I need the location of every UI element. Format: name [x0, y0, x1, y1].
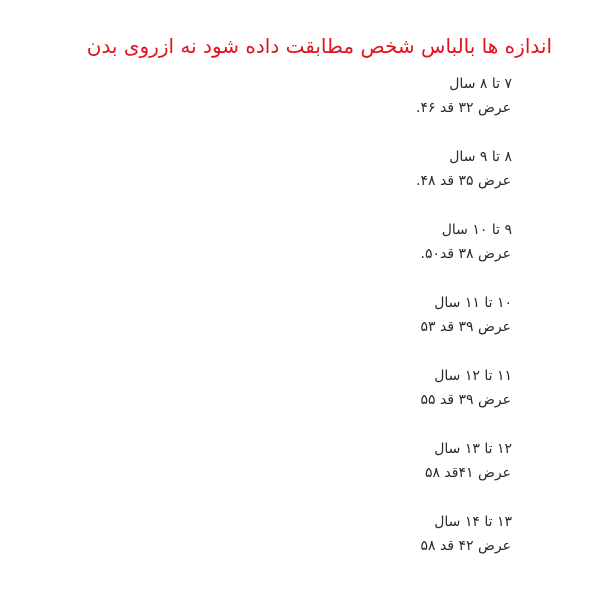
size-entry	[192, 72, 512, 145]
age-range: ۸ تا ۹ سال	[449, 149, 512, 165]
size-dimensions: عرض ۳۹ قد ۵۳	[420, 319, 511, 335]
age-range: ۱۱ تا ۱۲ سال	[434, 368, 512, 384]
size-dimensions: عرض ۳۵ قد ۴۸.	[416, 173, 511, 189]
size-entry	[192, 291, 512, 364]
age-range: ۱۲ تا ۱۳ سال	[434, 441, 512, 457]
page-title: اندازه ها بالباس شخص مطابقت داده شود نه ازروی بدن	[86, 34, 552, 58]
size-entry	[192, 437, 512, 510]
size-dimensions: عرض ۳۸ قد۵۰.	[420, 246, 511, 262]
size-entry	[192, 364, 512, 437]
size-entry	[192, 510, 512, 583]
size-dimensions: عرض ۴۱قد ۵۸	[424, 465, 511, 481]
size-entry	[192, 145, 512, 218]
age-range: ۱۳ تا ۱۴ سال	[434, 514, 512, 530]
size-dimensions: عرض ۳۲ قد ۴۶.	[416, 100, 511, 116]
size-list	[192, 72, 512, 583]
age-range: ۷ تا ۸ سال	[449, 76, 512, 92]
age-range: ۱۰ تا ۱۱ سال	[434, 295, 512, 311]
size-entry	[192, 218, 512, 291]
size-dimensions: عرض ۳۹ قد ۵۵	[420, 392, 511, 408]
age-range: ۹ تا ۱۰ سال	[441, 222, 512, 238]
size-dimensions: عرض ۴۲ قد ۵۸	[420, 538, 511, 554]
